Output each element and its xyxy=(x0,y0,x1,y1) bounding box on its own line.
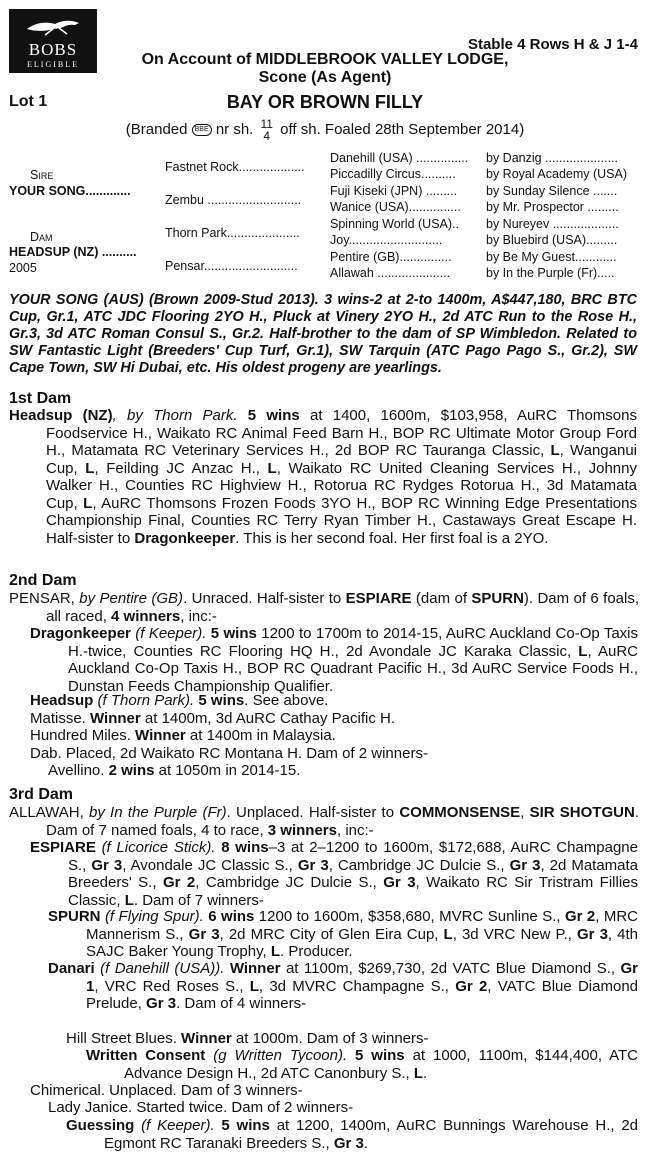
record-text: at 1100m, $269,730, 2d VATC Blue Diamond S., xyxy=(280,960,621,977)
record-text: , xyxy=(520,804,530,821)
progeny-wins: 5 wins xyxy=(194,692,245,709)
record-text: , 3d MVRC Champagne S., xyxy=(258,977,456,995)
stable-location: Stable 4 Rows H & J 1-4 xyxy=(467,36,638,53)
record-text: , VATC Blue Diamond Prelude, xyxy=(86,977,639,1012)
progeny-name: Hundred Miles. xyxy=(30,727,136,744)
listed-tag: L xyxy=(270,943,281,960)
group-tag: Gr 2 xyxy=(564,908,596,925)
ggp-3: Fuji Kiseki (JPN) ......... xyxy=(330,184,458,198)
first-dam-record xyxy=(9,407,637,547)
brand-fraction xyxy=(261,118,273,142)
progeny-danari xyxy=(48,960,638,1013)
dam-label: Dam xyxy=(30,230,53,244)
record-text: , MRC Mannerism S., xyxy=(86,908,639,943)
record-text: . Dam of 7 named foals, 4 to race, xyxy=(46,804,639,839)
record-text: . xyxy=(423,1064,428,1082)
progeny-sire: (f Keeper). xyxy=(134,1117,215,1134)
progeny-wins: 5 wins xyxy=(214,1117,270,1134)
group-tag: Gr 3 xyxy=(577,925,608,943)
listed-tag: L xyxy=(413,1064,424,1082)
record-text: , AuRC Auckland Co-Op Taxis H., BOP RC Quadrant Pacific H., 3d AuRC Service Foods H., Dunstan Feeds Championship Qualifier. xyxy=(68,642,638,695)
third-dam-heading: 3rd Dam xyxy=(9,786,74,803)
progeny-chimerical: Chimerical. Unplaced. Dam of 3 winners- xyxy=(30,1082,303,1099)
record-text: at 1200, 1400m, AuRC Bunnings Warehouse H., 2d Egmont RC Taranaki Breeders S., xyxy=(104,1117,639,1152)
brand-prefix: (Branded xyxy=(125,120,188,138)
record-text: . See above. xyxy=(244,692,329,709)
record-text: at 1050m in 2014-15. xyxy=(154,762,301,779)
group-tag: Gr 1 xyxy=(86,960,638,995)
listed-tag: L xyxy=(85,459,95,477)
winners-count: 4 winners xyxy=(111,607,181,625)
progeny-sire: (f Keeper). xyxy=(130,625,207,642)
gggp-2: by Royal Academy (USA) xyxy=(486,167,628,181)
progeny-dragonkeeper xyxy=(30,625,638,695)
relative-name: COMMONSENSE xyxy=(399,804,521,821)
progeny-wins: 2 wins xyxy=(108,762,155,779)
progeny-name: SPURN xyxy=(48,908,101,925)
third-dam-record xyxy=(9,804,639,839)
granddam-1: Zembu ........................... xyxy=(165,193,302,207)
listed-tag: L xyxy=(550,442,560,459)
progeny-wins: 8 wins xyxy=(215,839,269,856)
horse-description: BAY OR BROWN FILLY xyxy=(226,92,424,112)
gggp-1: by Danzig ..................... xyxy=(486,151,618,165)
vendor-agent: Scone (As Agent) xyxy=(258,69,392,86)
progeny-sire: (f Flying Spur). xyxy=(100,908,204,925)
gggp-8: by In the Purple (Fr)..... xyxy=(486,266,615,280)
record-text: , 2d MRC City of Glen Eira Cup, xyxy=(219,925,444,943)
record-text: Dam of 6 foals, all raced, xyxy=(46,590,640,625)
listed-tag: L xyxy=(124,891,134,909)
grandsire-2: Thorn Park..................... xyxy=(165,226,300,240)
group-tag: Gr 3 xyxy=(91,856,123,874)
sire-label: Sire xyxy=(30,168,54,182)
record-text: . Dam of 4 winners- xyxy=(176,995,307,1012)
record-text: , inc:- xyxy=(336,821,374,839)
listed-tag: L xyxy=(83,494,93,512)
progeny-wins: 6 wins xyxy=(203,908,255,925)
grandsire-1: Fastnet Rock................... xyxy=(165,160,305,174)
progeny-sire: (g Written Tycoon). xyxy=(205,1047,348,1064)
progeny-name: Written Consent xyxy=(86,1047,206,1064)
second-dam-heading: 2nd Dam xyxy=(9,572,77,589)
first-dam-heading: 1st Dam xyxy=(9,390,72,407)
group-tag: Gr 3 xyxy=(383,874,416,891)
progeny-name: ESPIARE xyxy=(30,839,96,856)
dam-wins: 5 wins xyxy=(247,407,300,424)
progeny-name: Danari xyxy=(48,960,95,977)
record-text: , Avondale JC Classic S., xyxy=(122,856,298,874)
progeny-wins: 5 wins xyxy=(347,1047,405,1064)
group-tag: Gr 3 xyxy=(333,1134,364,1152)
dam-sire: by In the Purple (Fr) xyxy=(88,804,227,821)
race-record-text: at 1400, 1600m, $103,958, AuRC Thomsons Foodservice H., Waikato RC Animal Feed Barn H., BOP RC Ultimate Motor Group Ford H., Matamata RC Veterinary Services H., 2d BOP RC Tauranga Classic, xyxy=(46,407,637,459)
progeny-dab: Dab. Placed, 2d Waikato RC Montana H. Dam of 2 winners- xyxy=(30,745,428,762)
race-record-text: , Waikato RC United Cleaning Services H., Johnny Walker H., Counties RC Highview H., Rotorua RC Rydges Rotorua H., 3d Matamata Cup, xyxy=(46,459,637,512)
ggp-2: Piccadilly Circus.......... xyxy=(330,167,456,181)
relative-name: SPURN xyxy=(471,590,524,607)
progeny-name: Hill Street Blues. xyxy=(66,1030,182,1047)
logo-subtitle: ELIGIBLE xyxy=(27,60,79,69)
dam-year: 2005 xyxy=(9,261,37,275)
group-tag: Gr 2 xyxy=(455,977,488,995)
progeny-lady-janice: Lady Janice. Started twice. Dam of 2 winners- xyxy=(48,1099,354,1116)
brand-line xyxy=(0,118,650,142)
record-text: , VRC Red Roses S., xyxy=(94,977,250,995)
progeny-wins: Winner xyxy=(224,960,281,977)
listed-tag: L xyxy=(578,642,588,660)
logo-wordmark: BOBS xyxy=(28,40,78,59)
granddam-2: Pensar........................... xyxy=(165,259,298,273)
gggp-3: by Sunday Silence ....... xyxy=(486,184,618,198)
record-text: , Cambridge JC Dulcie S., xyxy=(328,856,510,874)
record-text: . xyxy=(363,1134,369,1152)
group-tag: Gr 3 xyxy=(146,995,177,1012)
progeny-sire: (f Licorice Stick). xyxy=(95,839,216,856)
gggp-4: by Mr. Prospector ......... xyxy=(486,200,619,214)
record-text: , 4th SAJC Baker Young Trophy, xyxy=(86,925,639,960)
ggp-6: Joy........................... xyxy=(330,233,443,247)
record-text: , 2d Matamata Breeders' S., xyxy=(68,856,639,891)
brand-mark-icon: BBE xyxy=(192,124,212,136)
dam-sire: by Pentire (GB) xyxy=(79,590,184,607)
group-tag: Gr 3 xyxy=(188,925,220,943)
group-tag: Gr 3 xyxy=(297,856,329,874)
progeny-matisse xyxy=(30,710,395,728)
dam-name: HEADSUP (NZ) .......... xyxy=(9,245,137,259)
lot-number: Lot 1 xyxy=(9,93,48,110)
dam-name: ALLAWAH, xyxy=(9,804,89,821)
listed-tag: L xyxy=(249,977,259,995)
listed-tag: L xyxy=(443,925,453,943)
progeny-espiare xyxy=(30,839,638,909)
horse-icon xyxy=(23,17,83,37)
progeny-hill-street-blues xyxy=(66,1030,429,1048)
record-text: 1200 to 1600m, $358,680, MVRC Sunline S., xyxy=(254,908,565,925)
progeny-written-consent xyxy=(86,1047,638,1082)
progeny-name: Matisse. xyxy=(30,710,91,727)
record-text: . Unplaced. Half-sister to xyxy=(226,804,400,821)
progeny-wins: Winner xyxy=(135,727,186,744)
progeny-sire: (f Thorn Park). xyxy=(93,692,195,709)
dam-name: PENSAR, xyxy=(9,590,80,607)
record-text: 1200 to 1700m to 2014-15, AuRC Auckland Co-Op Taxis H.-twice, Counties RC Flooring HQ H., 2d Avondale JC Karaka Classic, xyxy=(68,625,639,660)
race-record-text: , Feilding JC Anzac H., xyxy=(94,459,268,477)
record-text: at 1000m. Dam of 3 winners- xyxy=(231,1030,429,1047)
record-text: at 1400m, 3d AuRC Cathay Pacific H. xyxy=(140,710,396,727)
ggp-8: Allawah ..................... xyxy=(330,266,451,280)
ggp-1: Danehill (USA) ............... xyxy=(330,151,469,165)
ggp-4: Wanice (USA)............... xyxy=(330,200,461,214)
gggp-6: by Bluebird (USA)......... xyxy=(486,233,618,247)
record-text: , 3d VRC New P., xyxy=(452,925,577,943)
progeny-name: Headsup xyxy=(30,692,94,709)
progeny-guessing xyxy=(66,1117,639,1152)
record-text: . Unraced. Half-sister to xyxy=(183,590,346,607)
brand-nearside: nr sh. xyxy=(215,120,254,138)
winners-count: 3 winners xyxy=(267,821,337,839)
dam-sire: , by Thorn Park. xyxy=(112,407,238,424)
sire-summary: YOUR SONG (AUS) (Brown 2009-Stud 2013). 3 wins-2 at 2-to 1400m, A$447,180, BRC BTC Cup, Gr.1, ATC JDC Flooring 2YO H., Pluck at Vinery 2YO H., 2d ATC Run to the Rose H., Gr.3, 3d ATC Roman Consul S., Gr.2. Half-brother to the dam of SP Wimbledon. Related to SW Fantastic Light (Breeders' Cup Turf, Gr.1), SW Tarquin (ATC Pago Pago S., Gr.2), SW Cape Town, SW Hi Dubai, etc. His oldest progeny are yearlings. xyxy=(9,292,637,376)
progeny-name: Avellino. xyxy=(48,762,109,779)
record-text: ). xyxy=(523,590,534,607)
second-dam-record xyxy=(9,590,639,625)
brand-denominator: 4 xyxy=(263,129,271,143)
progeny-name: Guessing xyxy=(66,1117,135,1134)
progeny-spurn xyxy=(48,908,638,961)
sire-name: YOUR SONG............. xyxy=(9,184,131,198)
group-tag: Gr 2 xyxy=(162,874,196,891)
record-text: at 1400m in Malaysia. xyxy=(185,727,336,744)
progeny-wins: Winner xyxy=(90,710,141,727)
progeny-wins: Winner xyxy=(181,1030,232,1047)
progeny-sire: (f Danehill (USA)). xyxy=(94,960,225,977)
record-text: –3 at 2–1200 to 1600m, $172,688, AuRC Champagne S., xyxy=(68,839,638,874)
race-record-text: , AuRC Thomsons Frozen Foods 3YO H., BOP RC Winning Edge Presentations Championship Final, Counties RC Terry Ryan Timber H., Castaways Great Escape H. Half-sister to xyxy=(46,494,637,547)
vendor-account: On Account of MIDDLEBROOK VALLEY LODGE, xyxy=(141,51,509,68)
sister-name: Dragonkeeper xyxy=(134,529,236,547)
record-text: , Cambridge JC Dulcie S., xyxy=(195,874,384,891)
progeny-hundred-miles xyxy=(30,727,336,745)
listed-tag: L xyxy=(267,459,277,477)
race-record-text: , Wanganui Cup, xyxy=(46,442,637,477)
progeny-headsup xyxy=(30,692,328,710)
record-text: . Dam of 7 winners- xyxy=(133,891,264,909)
brand-offside-foaled: off sh. Foaled 28th September 2014) xyxy=(280,120,525,138)
race-record-text: . This is her second foal. Her first foal is a 2YO. xyxy=(235,529,549,547)
group-tag: Gr 3 xyxy=(509,856,541,874)
record-text: , Waikato RC Sir Tristram Fillies Classic, xyxy=(68,874,638,909)
record-text: . Producer. xyxy=(280,943,353,960)
progeny-wins: 5 wins xyxy=(206,625,257,642)
gggp-5: by Nureyev ................... xyxy=(486,217,619,231)
brand-numerator: 11 xyxy=(260,117,273,131)
record-text: , inc:- xyxy=(180,607,217,625)
relative-name: ESPIARE xyxy=(345,590,412,607)
progeny-avellino xyxy=(48,762,300,780)
progeny-name: Dragonkeeper xyxy=(30,625,131,642)
ggp-5: Spinning World (USA).. xyxy=(330,217,459,231)
dam-name: Headsup (NZ) xyxy=(9,407,113,424)
record-text: at 1000, 1100m, $144,400, ATC Advance Design H., 2d ATC Canonbury S., xyxy=(124,1047,638,1082)
gggp-7: by Be My Guest............ xyxy=(486,250,617,264)
relative-name: SIR SHOTGUN xyxy=(529,804,635,821)
record-text: (dam of xyxy=(411,590,472,607)
ggp-7: Pentire (GB)............... xyxy=(330,250,452,264)
